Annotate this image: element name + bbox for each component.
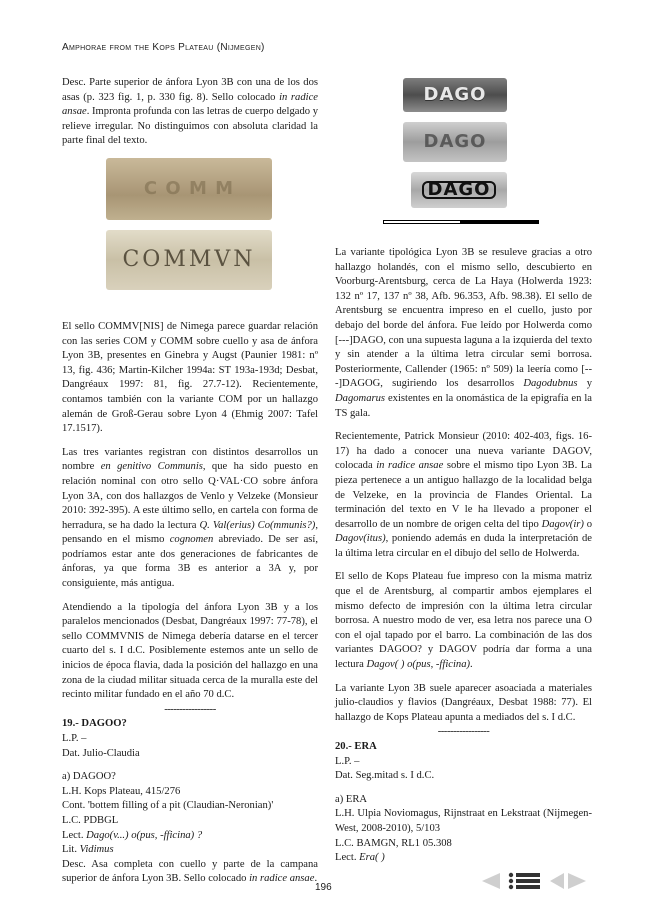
paragraph-kops-matrix: El sello de Kops Plateau fue impreso con la misma matriz que el de Arentsburg, al compartir ambos ejemplares el mismo defecto de impresión con la última letra circular borrosa. A nuestro modo de ver, esa letra nos parece una O con el ojal tapado por el barro. La combinación de las dos variantes DAGOO? y DAGOV podría dar forma a una lectura Dagov( ) o(pus, -fficina).: [335, 571, 592, 671]
left-column: [62, 76, 318, 887]
entry-lect: Lect. Dago(v...) o(pus, -fficina) ?: [62, 829, 203, 841]
entry-dat: Dat. Seg.mitad s. I d.C.: [335, 770, 435, 782]
entry-lp: L.P. –: [62, 733, 87, 744]
stamp-photo-dagoo-2: DAGO: [403, 122, 507, 162]
menu-icon[interactable]: [508, 872, 542, 890]
entry-cont: Cont. 'bottem filling of a pit (Claudian-Neronian)': [62, 800, 274, 812]
stamp-drawing-commvn: COMMVN: [106, 230, 272, 290]
back-icon[interactable]: [548, 872, 566, 890]
entry-dat: Dat. Julio-Claudia: [62, 747, 140, 759]
page-navigation: [480, 872, 588, 890]
entry-lh: L.H. Kops Plateau, 415/276: [62, 785, 181, 797]
stamp-photo-dagoo-1: DAGO: [403, 78, 507, 112]
entry-lect: Lect. Era( ): [335, 852, 385, 864]
paragraph-variants: Las tres variantes registran con distintos desarrollos un nombre en genitivo Communis, que ha sido puesto en relación nominal con otro sello Q·VAL·CO sobre ánfora Lyon 3A, con dos hallazgos de Venlo y Velzeke (Monsieur 2010: 392-395). A este último sello, en cartela con forma de herradura, se ha dado la lectura Q. Val(erius) Co(mmunis?), pensando en el mismo cognomen abreviado. De ser así, podríamos estar ante dos generaciones de fabricantes de ánforas, ya que forma 3B es anterior a 3A y, por consiguiente, más antigua.: [62, 446, 318, 590]
page-number: 196: [315, 882, 332, 893]
entry-lp: L.P. –: [335, 755, 360, 767]
entry-lc: L.C. PDBGL: [62, 814, 119, 826]
entry-desc: Desc. Asa completa con cuello y parte de la campana superior de ánfora Lyon 3B. Sello colocado in radice ansae.: [62, 858, 318, 885]
separator: -----------------: [164, 703, 216, 715]
entry-lh: L.H. Ulpia Noviomagus, Rijnstraat en Lekstraat (Nijmegen-West, 2008-2010), 5/103: [335, 808, 592, 834]
paragraph-commvnis: El sello COMMV[NIS] de Nimega parece guardar relación con las series COM y COMM sobre cuello y asa de ánfora Lyon 3B, presentes en Ginebra y Augst (Paunier 1981: nº 13, fig. 436; Martin-Kilcher 1994a: ST 193a-193d; Desbat, Dangréaux 1997: 81, fig. 27.7-12). Recientemente, contamos también con la variante COM por un hallazgo alemán de Groß-Gerau sobre Lyon 4 (Ehmig 2007: Tafel 17.1517).: [62, 320, 318, 435]
paragraph-monsieur: Recientemente, Patrick Monsieur (2010: 402-403, figs. 16-17) ha dado a conocer una nueva variante DAGOV, colocada in radice ansae sobre el mismo tipo Lyon 3B. La pieza pertenece a un antiguo hallazgo de la localidad belga de Velzeke, en la provincia de Flandes Oriental. La terminación del texto en V le ha llevado a proponer el desarrollo de un nombre de origen celta del tipo Dagov(ir) o Dagov(itus), poniendo además en duda la interpretación de la última letra circular en el dibujo del sello de Holwerda.: [335, 431, 592, 559]
entry-a: a) DAGOO?: [62, 771, 116, 783]
right-column: [335, 76, 592, 866]
paragraph-lyon-dating: La variante Lyon 3B suele aparecer asoaciada a materiales julio-claudios y flavios (Dangréaux, Desbat 1988: 77). El hallazgo de Kops Plateau apunta a mediados del s. I d.C.: [335, 682, 592, 723]
paragraph-desc: Desc. Parte superior de ánfora Lyon 3B con una de los dos asas (p. 323 fig. 1, p. 330 fig. 8). Sello colocado in radice ansae. Impronta profunda con las letras de cuerpo delgado y relieve irregular. No distinguimos con absoluta claridad la parte final del texto.: [62, 77, 318, 147]
stamp-photo-commvn: C O M M: [106, 158, 272, 220]
figure-commvn-stamps: [62, 158, 318, 306]
entry-lc: L.C. BAMGN, RL1 05.308: [335, 837, 452, 849]
prev-page-icon[interactable]: [480, 872, 502, 890]
figure-dagoo-stamps: [335, 76, 592, 236]
paragraph-lyon-variant: La variante tipológica Lyon 3B se resuleve gracias a otro hallazgo holandés, con el mismo sello, descubierto en Voorburg-Arentsburg, cerca de La Haya (Holwerda 1923: 132 nº 17, 137 nº 38, Afb. 96.353, Afb. 98.38). El sello de Arentsburg se encuentra impreso en el cuello, justo por debajo del borde del ánfora. Fue leído por Holwerda como [---]DAGO, con una supuesta laguna a la izquierda del texto y sin atender a la última letra circular semi borrosa. Posteriormente, Callender (1965: nº 509) la leería como [---]DAGOG, sugiriendo los desarrollos Dagodubnus y Dagomarus existentes en la onomástica de la epigrafía en la TS gala.: [335, 247, 592, 419]
entry-heading-19: 19.- DAGOO?: [62, 718, 127, 730]
entry-heading-20: 20.- ERA: [335, 741, 377, 752]
stamp-drawing-dagoo: DAGO: [411, 172, 507, 208]
entry-a: a) ERA: [335, 793, 368, 805]
entry-lit: Lit. Vidimus: [62, 844, 114, 856]
next-page-icon[interactable]: [566, 872, 588, 890]
separator: -----------------: [437, 726, 490, 738]
running-header: Amphorae from the Kops Plateau (Nijmegen): [62, 42, 265, 53]
scale-bar: [383, 220, 539, 224]
paragraph-dating: Atendiendo a la tipología del ánfora Lyon 3B y a los paralelos mencionados (Desbat, Dangréaux 1997: 77-78), el sello COMMVNIS de Nimega debería datarse en el tercer cuarto del s. I d.C. Posiblemente estemos ante un sello de inicios de época flavia, dada la posición del hallazgo en una zona de la ciudad militar situada cerca de la muralla este del recinto militar fundado en el año 70 d.C.: [62, 601, 318, 701]
